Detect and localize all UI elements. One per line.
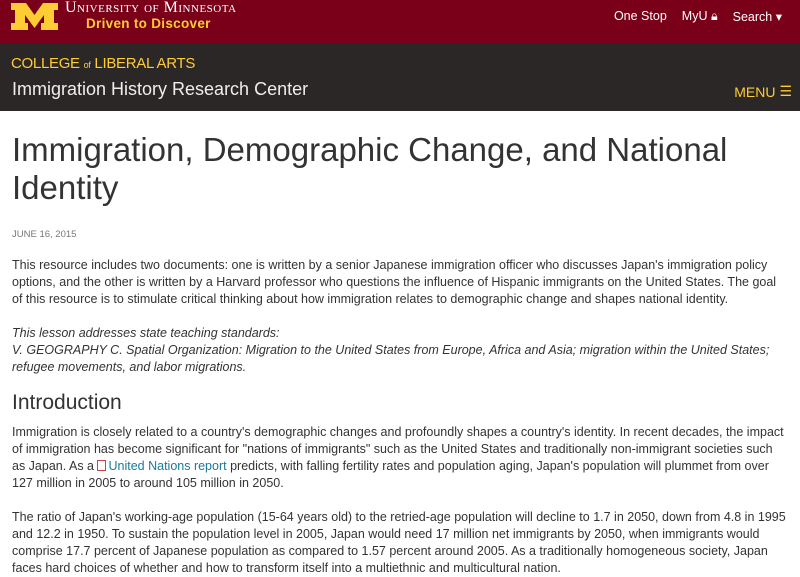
un-report-link[interactable]: United Nations report	[108, 459, 227, 473]
site-title[interactable]: Immigration History Research Center	[12, 79, 309, 99]
myu-link[interactable]	[682, 9, 718, 24]
page-title: Immigration, Demographic Change, and National Identity	[12, 131, 728, 206]
ratio-paragraph: The ratio of Japan's working-age population (15-64 years old) to the retried-age population will decline to 1.7 in 2050, down from 4.8 in 1995 and 12.2 in 1950. To sustain the population level in 2005, Japan would need 17 million net immigrants by 2050, when immigrants would comprise 17.7 percent of Japanese population as compared to 1.57 percent around 2005. As a traditionally homogeneous society, Japan faces hard choices of whether and how to transform itself into a multiethnic and multicultural nation.	[12, 510, 786, 575]
university-name[interactable]: University of Minnesota	[65, 0, 237, 16]
pdf-icon	[97, 460, 106, 471]
myu-label: MyU	[681, 9, 708, 23]
of-word: of	[83, 60, 91, 70]
liberal-arts-word: LIBERAL ARTS	[94, 55, 196, 72]
intro-body-paragraph	[12, 424, 788, 492]
menu-button[interactable]	[734, 83, 792, 100]
publish-date: JUNE 16, 2015	[12, 229, 77, 240]
article	[0, 131, 800, 577]
standards-label: This lesson addresses state teaching standards:	[12, 326, 280, 340]
standards-text: V. GEOGRAPHY C. Spatial Organization: Migration to the United States from Europe, Africa and Asia; migration within the United States; refugee movements, and labor migrations.	[12, 343, 770, 374]
intro-paragraph: This resource includes two documents: one is written by a senior Japanese immigration officer who discusses Japan's immigration policy options, and the other is written by a Harvard professor who questions the influence of Hispanic immigrants on the United States. The goal of this resource is to stimulate critical thinking about how immigration relates to demographic change and shapes national identity.	[12, 258, 777, 306]
standards-block	[12, 325, 788, 376]
search-label: Search	[732, 10, 773, 24]
section-heading: Introduction	[12, 391, 122, 414]
lock-icon: 🔒︎	[710, 9, 718, 23]
caret-down-icon: ▾	[775, 10, 782, 24]
hamburger-icon: ☰	[779, 83, 792, 99]
one-stop-link[interactable]: One Stop	[613, 9, 667, 23]
p1-text: Immigration is closely related to a country's demographic changes and profoundly shapes a country's identity. In recent decades, the impact of immigration has become significant for "nations of immigrants" such as the United States and traditionally non-immigrant societies such as Japan. As a	[12, 425, 784, 473]
college-logo[interactable]	[11, 55, 195, 72]
college-header	[0, 44, 800, 111]
search-toggle[interactable]	[733, 9, 782, 24]
college-word: COLLEGE	[11, 55, 80, 72]
block-m-logo[interactable]	[11, 3, 58, 30]
tagline: Driven to Discover	[86, 16, 211, 31]
menu-label: MENU	[734, 83, 776, 100]
university-header	[0, 0, 800, 44]
p1-text-after: predicts, with falling fertility rates and population aging, Japan's population will plummet from over 127 million in 2005 to around 105 million in 2050.	[12, 459, 769, 490]
